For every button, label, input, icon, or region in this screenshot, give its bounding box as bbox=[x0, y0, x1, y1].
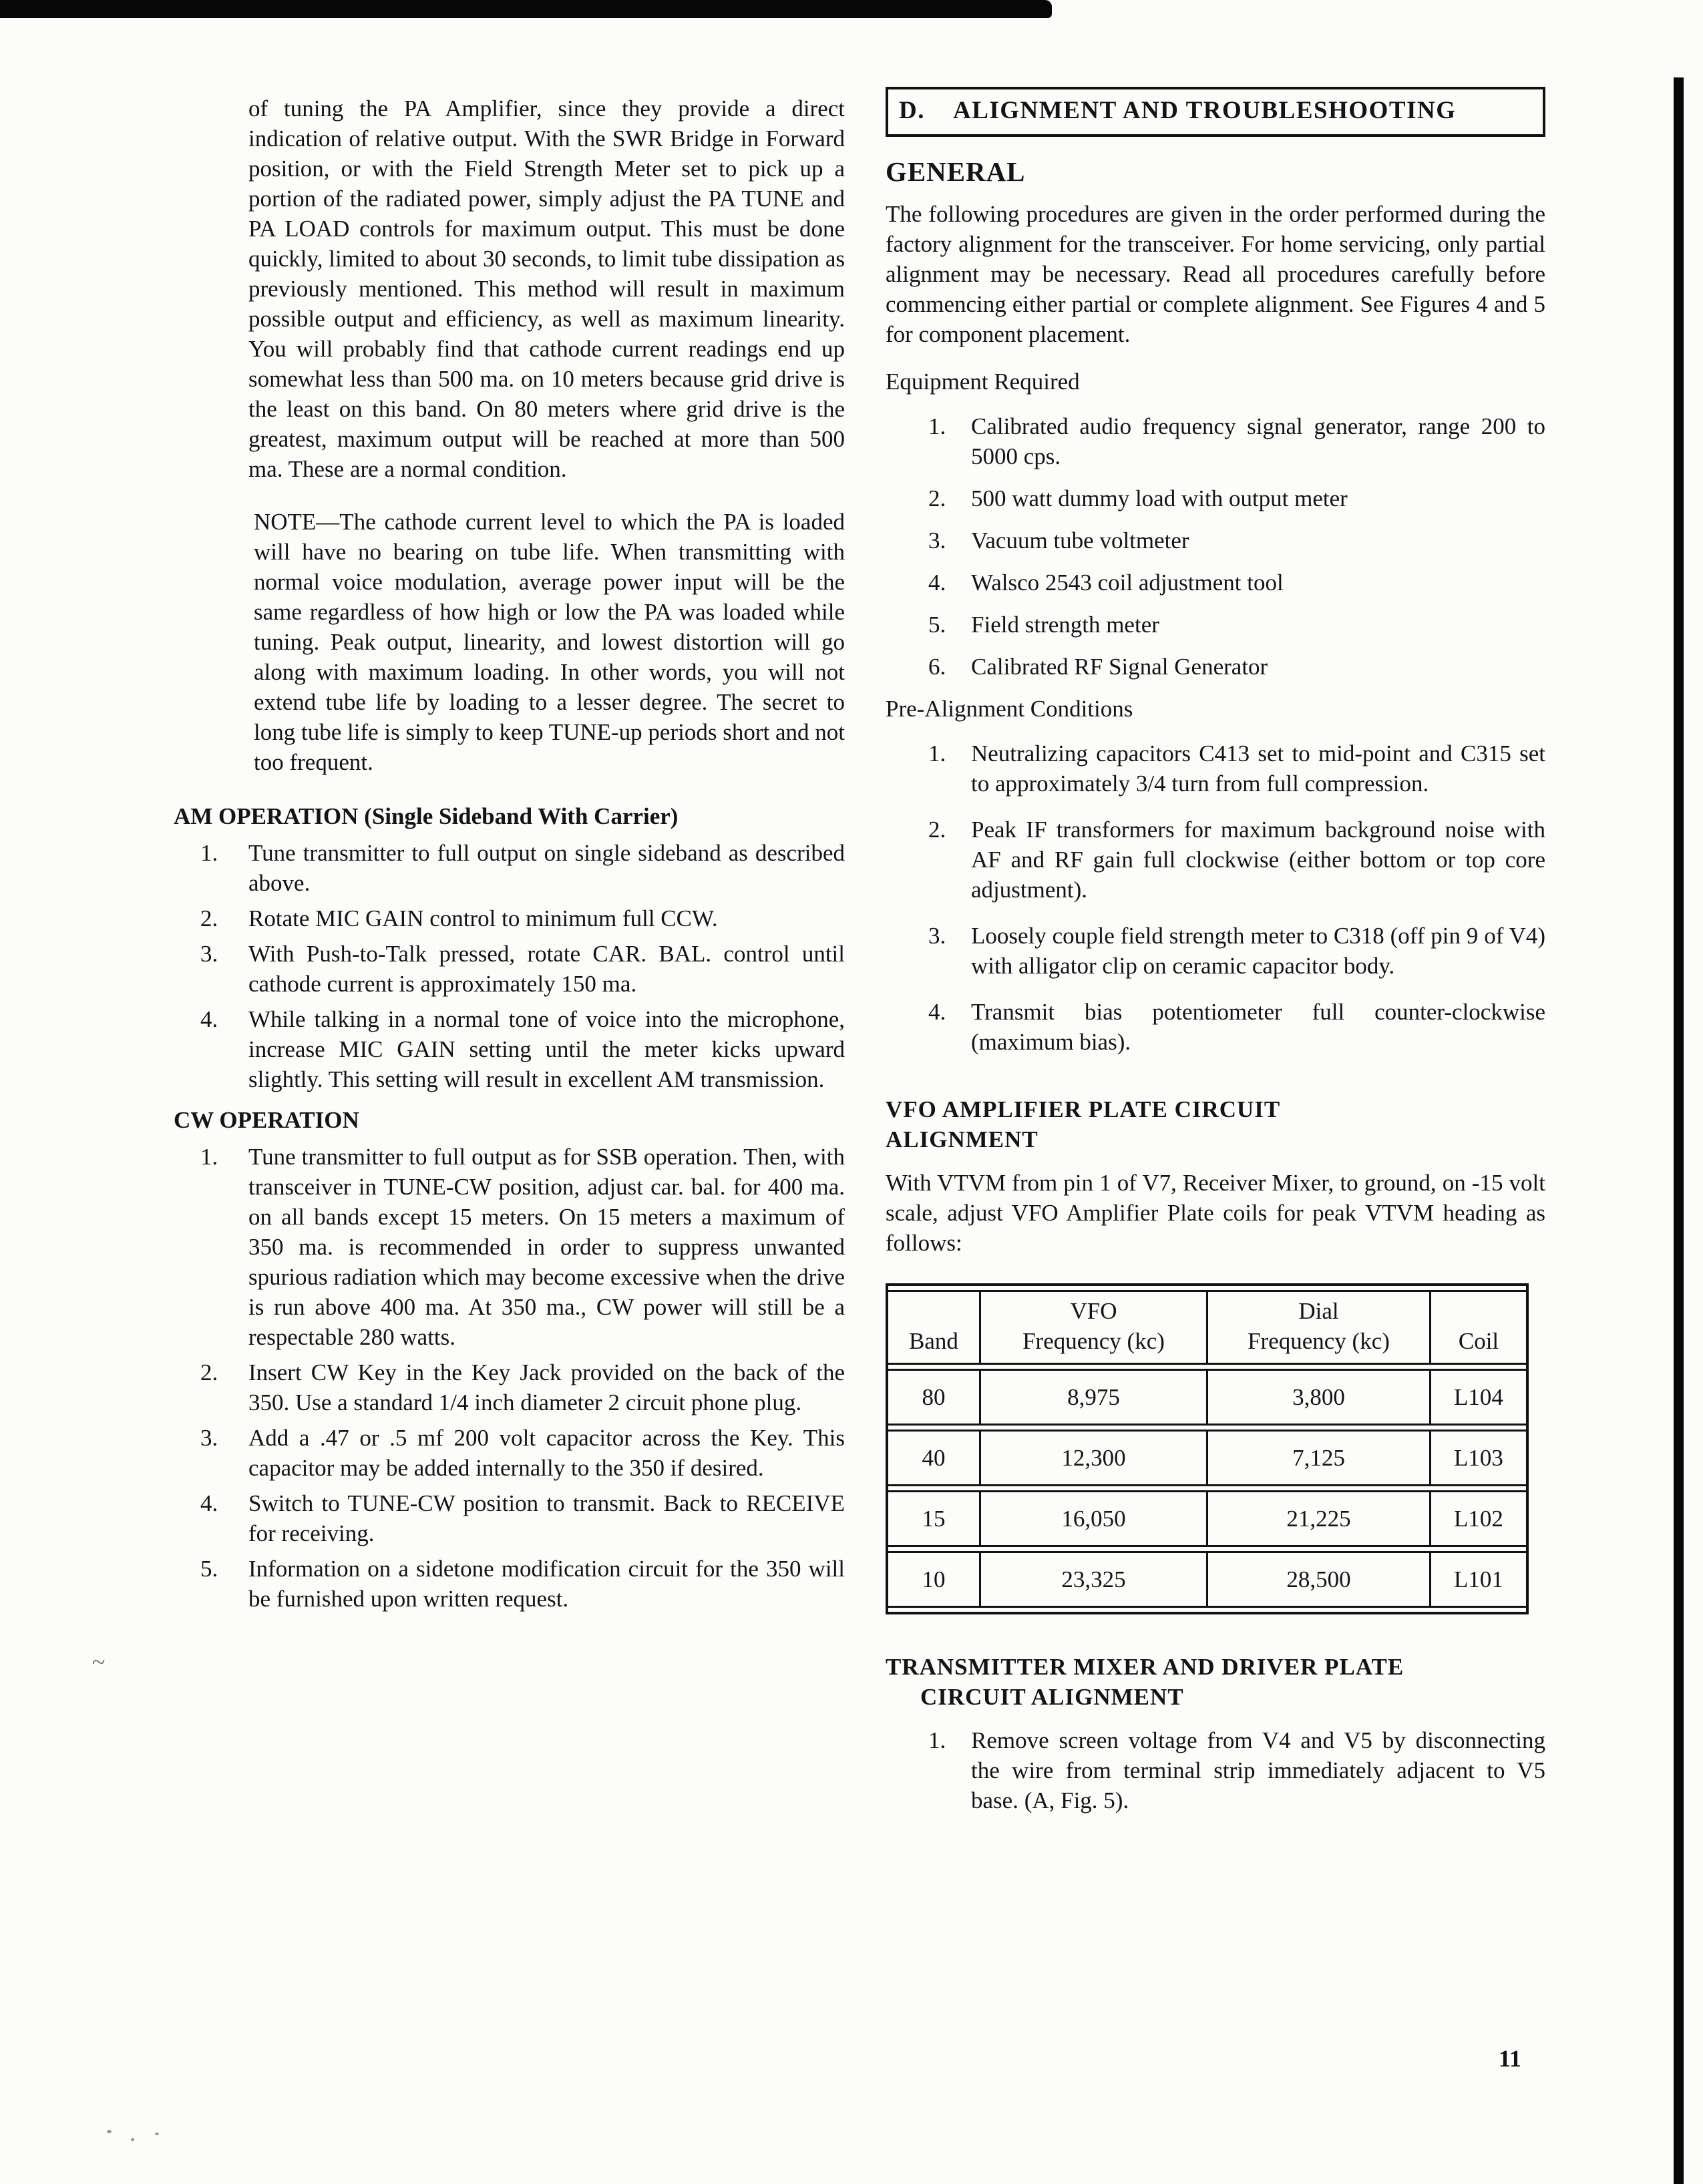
cell-band: 15 bbox=[888, 1490, 979, 1547]
item-number: 2. bbox=[928, 817, 946, 843]
item-text: 500 watt dummy load with output meter bbox=[971, 485, 1348, 511]
item-number: 3. bbox=[928, 527, 946, 554]
cell-vfo-frequency: 12,300 bbox=[979, 1430, 1206, 1486]
list-item bbox=[174, 1488, 845, 1548]
item-number: 6. bbox=[928, 654, 946, 680]
item-text: Insert CW Key in the Key Jack provided on the back of the 350. Use a standard 1/4 inch diameter 2 circuit phone plug. bbox=[248, 1359, 845, 1415]
item-text: Loosely couple field strength meter to C318 (off pin 9 of V4) with alligator clip on ceramic capacitor body. bbox=[971, 923, 1545, 979]
list-item bbox=[174, 1142, 845, 1352]
item-text: Walsco 2543 coil adjustment tool bbox=[971, 570, 1284, 596]
item-number: 3. bbox=[200, 941, 218, 967]
scan-speckle bbox=[155, 2133, 159, 2135]
cell-coil: L101 bbox=[1429, 1551, 1526, 1608]
list-item bbox=[174, 939, 845, 999]
vfo-alignment-heading-line1: VFO AMPLIFIER PLATE CIRCUIT bbox=[886, 1096, 1281, 1122]
cell-dial-frequency: 21,225 bbox=[1206, 1490, 1429, 1547]
table-row bbox=[888, 1369, 1526, 1426]
item-text: Vacuum tube voltmeter bbox=[971, 527, 1189, 554]
cell-dial-frequency: 28,500 bbox=[1206, 1551, 1429, 1608]
vfo-alignment-table bbox=[886, 1283, 1529, 1614]
list-item bbox=[174, 1357, 845, 1417]
cell-dial-frequency: 3,800 bbox=[1206, 1369, 1429, 1426]
list-item bbox=[174, 903, 845, 933]
table-header-row bbox=[888, 1290, 1526, 1365]
list-item bbox=[886, 568, 1545, 598]
item-number: 1. bbox=[928, 1727, 946, 1753]
table-row bbox=[888, 1430, 1526, 1486]
section-d-prefix: D. bbox=[899, 97, 925, 124]
list-item bbox=[174, 1554, 845, 1614]
table-header-vfo-frequency: VFO Frequency (kc) bbox=[979, 1290, 1206, 1365]
intro-paragraph: of tuning the PA Amplifier, since they provide a direct indication of relative output. With the SWR Bridge in Forward position, or with the Field Strength Meter set to pick up a portion of the radiated power, simply adjust the PA TUNE and PA LOAD controls for maximum output. This must be done quickly, limited to about 30 seconds, to limit tube dissipation as previously mentioned. This method will result in maximum possible output and efficiency, as well as maximum linearity. You will probably find that cathode current readings end up somewhat less than 500 ma. on 10 meters because grid drive is the least on this band. On 80 meters where grid drive is the greatest, maximum output will be reached at more than 500 ma. These are a normal condition. bbox=[248, 95, 845, 482]
list-item bbox=[886, 815, 1545, 905]
transmitter-mixer-heading-line1: TRANSMITTER MIXER AND DRIVER PLATE bbox=[886, 1654, 1404, 1680]
am-operation-heading: AM OPERATION (Single Sideband With Carrier) bbox=[174, 803, 679, 829]
scan-artifact-top-bar bbox=[0, 0, 1052, 18]
item-text: Calibrated RF Signal Generator bbox=[971, 654, 1268, 680]
item-text: Remove screen voltage from V4 and V5 by disconnecting the wire from terminal strip immediately adjacent to V5 base. (A, Fig. 5). bbox=[971, 1727, 1545, 1813]
cell-band: 10 bbox=[888, 1551, 979, 1608]
item-number: 4. bbox=[928, 999, 946, 1025]
item-text: Calibrated audio frequency signal generator, range 200 to 5000 cps. bbox=[971, 413, 1545, 469]
item-number: 1. bbox=[928, 740, 946, 767]
item-text: Neutralizing capacitors C413 set to mid-point and C315 set to approximately 3/4 turn from full compression. bbox=[971, 740, 1545, 797]
pre-alignment-heading: Pre-Alignment Conditions bbox=[886, 696, 1133, 722]
scan-speckle bbox=[131, 2138, 134, 2141]
cell-vfo-frequency: 23,325 bbox=[979, 1551, 1206, 1608]
scan-speckle bbox=[107, 2130, 112, 2133]
cw-operation-heading: CW OPERATION bbox=[174, 1107, 359, 1133]
section-d-title: ALIGNMENT AND TROUBLESHOOTING bbox=[952, 97, 1457, 124]
list-item bbox=[886, 738, 1545, 799]
right-column bbox=[886, 87, 1545, 1821]
cell-vfo-frequency: 16,050 bbox=[979, 1490, 1206, 1547]
table-row bbox=[888, 1490, 1526, 1547]
list-item bbox=[174, 1004, 845, 1094]
cell-vfo-frequency: 8,975 bbox=[979, 1369, 1206, 1426]
cell-band: 80 bbox=[888, 1369, 979, 1426]
item-text: With Push-to-Talk pressed, rotate CAR. BAL. control until cathode current is approximately 150 ma. bbox=[248, 941, 845, 997]
item-text: Rotate MIC GAIN control to minimum full CCW. bbox=[248, 905, 718, 931]
list-item bbox=[886, 921, 1545, 981]
vfo-paragraph: With VTVM from pin 1 of V7, Receiver Mixer, to ground, on -15 volt scale, adjust VFO Amplifier Plate coils for peak VTVM heading as follows: bbox=[886, 1170, 1545, 1256]
item-number: 5. bbox=[928, 612, 946, 638]
item-number: 3. bbox=[200, 1425, 218, 1451]
general-heading: GENERAL bbox=[886, 157, 1026, 187]
item-text: Information on a sidetone modification circuit for the 350 will be furnished upon written request. bbox=[248, 1556, 845, 1612]
list-item bbox=[886, 525, 1545, 556]
item-number: 1. bbox=[928, 413, 946, 439]
list-item bbox=[174, 838, 845, 898]
item-number: 4. bbox=[200, 1490, 218, 1516]
list-item bbox=[886, 652, 1545, 682]
scan-margin-mark: ~ bbox=[92, 1649, 106, 1675]
cell-band: 40 bbox=[888, 1430, 979, 1486]
item-number: 2. bbox=[928, 485, 946, 511]
item-text: While talking in a normal tone of voice into the microphone, increase MIC GAIN setting until the meter kicks upward slightly. This setting will result in excellent AM transmission. bbox=[248, 1006, 845, 1092]
list-item bbox=[886, 1725, 1545, 1815]
table-header-dial-frequency: Dial Frequency (kc) bbox=[1206, 1290, 1429, 1365]
transmitter-mixer-heading bbox=[886, 1652, 1545, 1712]
item-number: 1. bbox=[200, 1144, 218, 1170]
table-row bbox=[888, 1551, 1526, 1608]
item-text: Tune transmitter to full output as for SSB operation. Then, with transceiver in TUNE-CW position, adjust car. bal. for 400 ma. on all bands except 15 meters. On 15 meters a maximum of 350 ma. is recommended in order to suppress unwanted spurious radiation which may become excessive when the drive is run above 400 ma. At 350 ma., CW power will still be a respectable 280 watts. bbox=[248, 1144, 845, 1350]
list-item bbox=[886, 610, 1545, 640]
item-text: Field strength meter bbox=[971, 612, 1159, 638]
scan-artifact-right-bar bbox=[1674, 77, 1684, 2184]
list-item bbox=[886, 997, 1545, 1057]
item-text: Switch to TUNE-CW position to transmit. Back to RECEIVE for receiving. bbox=[248, 1490, 845, 1546]
note-paragraph: NOTE—The cathode current level to which the PA is loaded will have no bearing on tube life. When transmitting with normal voice modulation, average power input will be the same regardless of how high or low the PA was loaded while tuning. Peak output, linearity, and lowest distortion will go along with maximum loading. In other words, you will not extend tube life by loading to a lesser degree. The secret to long tube life is simply to keep TUNE-up periods short and not too frequent. bbox=[254, 509, 845, 775]
item-number: 5. bbox=[200, 1556, 218, 1582]
cell-coil: L102 bbox=[1429, 1490, 1526, 1547]
item-text: Add a .47 or .5 mf 200 volt capacitor across the Key. This capacitor may be added internally to the 350 if desired. bbox=[248, 1425, 845, 1481]
item-text: Tune transmitter to full output on single sideband as described above. bbox=[248, 840, 845, 896]
list-item bbox=[886, 411, 1545, 471]
vfo-alignment-heading bbox=[886, 1094, 1545, 1154]
item-text: Transmit bias potentiometer full counter-clockwise (maximum bias). bbox=[971, 999, 1545, 1055]
section-d-heading bbox=[886, 87, 1545, 137]
transmitter-mixer-heading-line2: CIRCUIT ALIGNMENT bbox=[920, 1684, 1184, 1710]
item-number: 4. bbox=[200, 1006, 218, 1032]
list-item bbox=[886, 483, 1545, 513]
vfo-alignment-heading-line2: ALIGNMENT bbox=[886, 1126, 1038, 1152]
cell-coil: L104 bbox=[1429, 1369, 1526, 1426]
cell-coil: L103 bbox=[1429, 1430, 1526, 1486]
table-header-band: Band bbox=[888, 1290, 979, 1365]
item-number: 3. bbox=[928, 923, 946, 949]
page-number: 11 bbox=[1499, 2045, 1522, 2072]
left-column bbox=[174, 93, 845, 1619]
item-number: 2. bbox=[200, 905, 218, 931]
cell-dial-frequency: 7,125 bbox=[1206, 1430, 1429, 1486]
item-text: Peak IF transformers for maximum background noise with AF and RF gain full clockwise (either bottom or top core adjustment). bbox=[971, 817, 1545, 903]
general-paragraph: The following procedures are given in the order performed during the factory alignment for the transceiver. For home servicing, only partial alignment may be necessary. Read all procedures carefully before commencing either partial or complete alignment. See Figures 4 and 5 for component placement. bbox=[886, 201, 1545, 347]
item-number: 2. bbox=[200, 1359, 218, 1385]
list-item bbox=[174, 1423, 845, 1483]
table-header-coil: Coil bbox=[1429, 1290, 1526, 1365]
item-number: 1. bbox=[200, 840, 218, 866]
item-number: 4. bbox=[928, 570, 946, 596]
equipment-required-heading: Equipment Required bbox=[886, 369, 1080, 395]
